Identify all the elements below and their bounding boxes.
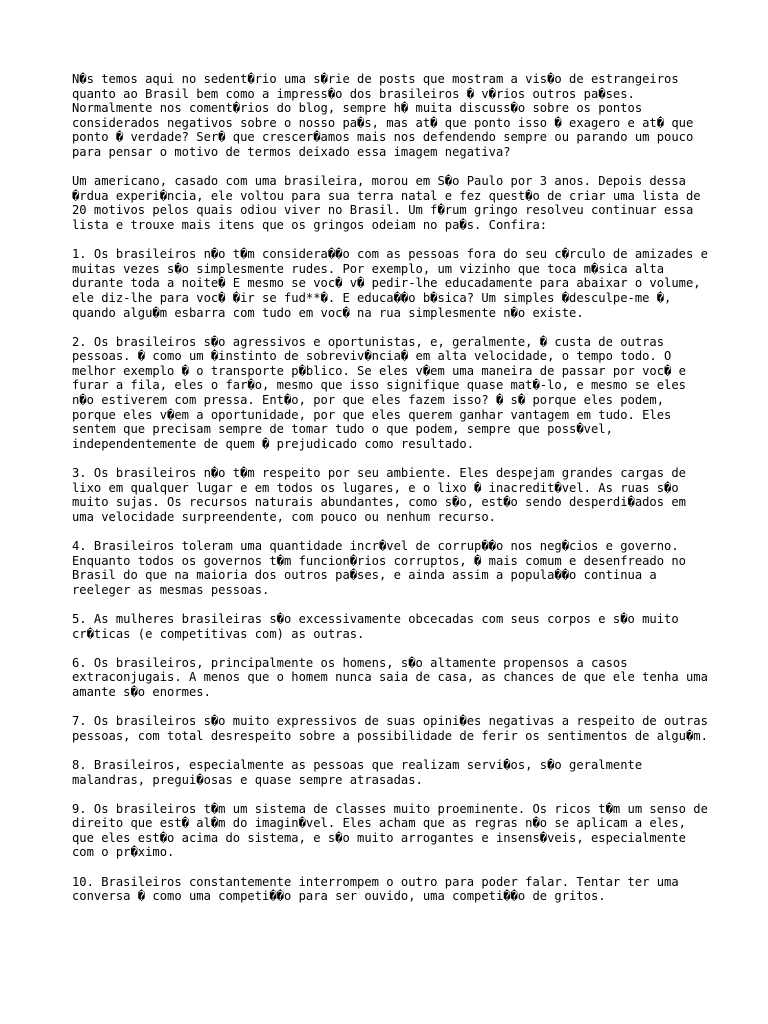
- intro-paragraph: N�s temos aqui no sedent�rio uma s�rie de posts que mostram a vis�o de estrangeiros quanto ao Brasil bem como a impress�o dos brasileiros � v�rios outros pa�ses. Normalmente nos coment�rios do blog, sempre h� muita discuss�o sobre os pontos considerados negativos sobre o nosso pa�s, mas at� que ponto isso � exagero e at� que ponto � verdade? Ser� que crescer�amos mais nos defendendo sempre ou parando um pouco para pensar o motivo de termos deixado essa imagem negativa?: [72, 72, 694, 159]
- list-item-2: 2. Os brasileiros s�o agressivos e oportunistas, e, geralmente, � custa de outras pessoas. � como um �instinto de sobreviv�ncia� em alta velocidade, o tempo todo. O melhor exemplo � o transporte p�blico. Se eles v�em uma maneira de passar por voc� e furar a fila, eles o far�o, mesmo que isso signifique quase mat�-lo, e mesmo se eles n�o estiverem com pressa. Ent�o, por que eles fazem isso? � s� porque eles podem, porque eles v�em a oportunidade, por que eles querem ganhar vantagem em tudo. Eles sentem que precisam sempre de tomar tudo o que podem, sempre que poss�vel, independentemente de quem � prejudicado como resultado.: [72, 334, 686, 451]
- list-item-9: 9. Os brasileiros t�m um sistema de classes muito proeminente. Os ricos t�m um senso de direito que est� al�m do imagin�vel. Eles acham que as regras n�o se aplicam a eles, que eles est�o acima do sistema, e s�o muito arrogantes e insens�veis, especialmente com o pr�ximo.: [72, 801, 708, 860]
- list-item-7: 7. Os brasileiros s�o muito expressivos de suas opini�es negativas a respeito de outras pessoas, com total desrespeito sobre a possibilidade de ferir os sentimentos de algu�m.: [72, 714, 708, 743]
- list-item-4: 4. Brasileiros toleram uma quantidade incr�vel de corrup��o nos neg�cios e governo. Enquanto todos os governos t�m funcion�rios corruptos, � mais comum e desenfreado no Brasil do que na maioria dos outros pa�ses, e ainda assim a popula��o continua a reeleger as mesmas pessoas.: [72, 539, 686, 597]
- list-item-5: 5. As mulheres brasileiras s�o excessivamente obcecadas com seus corpos e s�o muito cr�ticas (e competitivas com) as outras.: [72, 611, 679, 641]
- list-item-10: 10. Brasileiros constantemente interrompem o outro para poder falar. Tentar ter uma conversa � como uma competi��o para ser ouvido, uma competi��o de gritos.: [72, 874, 679, 904]
- context-paragraph: Um americano, casado com uma brasileira, morou em S�o Paulo por 3 anos. Depois dessa �rdua experi�ncia, ele voltou para sua terra natal e fez quest�o de criar uma lista de 20 motivos pelos quais odiou viver no Brasil. Um f�rum gringo resolveu continuar essa lista e trouxe mais itens que os gringos odeiam no pa�s. Confira:: [72, 174, 701, 232]
- document-page: [72, 72, 708, 918]
- list-item-6: 6. Os brasileiros, principalmente os homens, s�o altamente propensos a casos extraconjugais. A menos que o homem nunca saia de casa, as chances de que ele tenha uma amante s�o enormes.: [72, 655, 708, 699]
- list-item-1: 1. Os brasileiros n�o t�m considera��o com as pessoas fora do seu c�rculo de amizades e muitas vezes s�o simplesmente rudes. Por exemplo, um vizinho que toca m�sica alta durante toda a noite� E mesmo se voc� v� pedir-lhe educadamente para abaixar o volume, ele diz-lhe para voc� �ir se fud**�. E educa��o b�sica? Um simples �desculpe-me �, quando algu�m esbarra com tudo em voc� na rua simplesmente n�o existe.: [72, 247, 708, 320]
- list-item-3: 3. Os brasileiros n�o t�m respeito por seu ambiente. Eles despejam grandes cargas de lixo em qualquer lugar e em todos os lugares, e o lixo � inacredit�vel. As ruas s�o muito sujas. Os recursos naturais abundantes, como s�o, est�o sendo desperdi�ados em uma velocidade surpreendente, com pouco ou nenhum recurso.: [72, 466, 686, 524]
- list-item-8: 8. Brasileiros, especialmente as pessoas que realizam servi�os, s�o geralmente malandras, pregui�osas e quase sempre atrasadas.: [72, 757, 643, 787]
